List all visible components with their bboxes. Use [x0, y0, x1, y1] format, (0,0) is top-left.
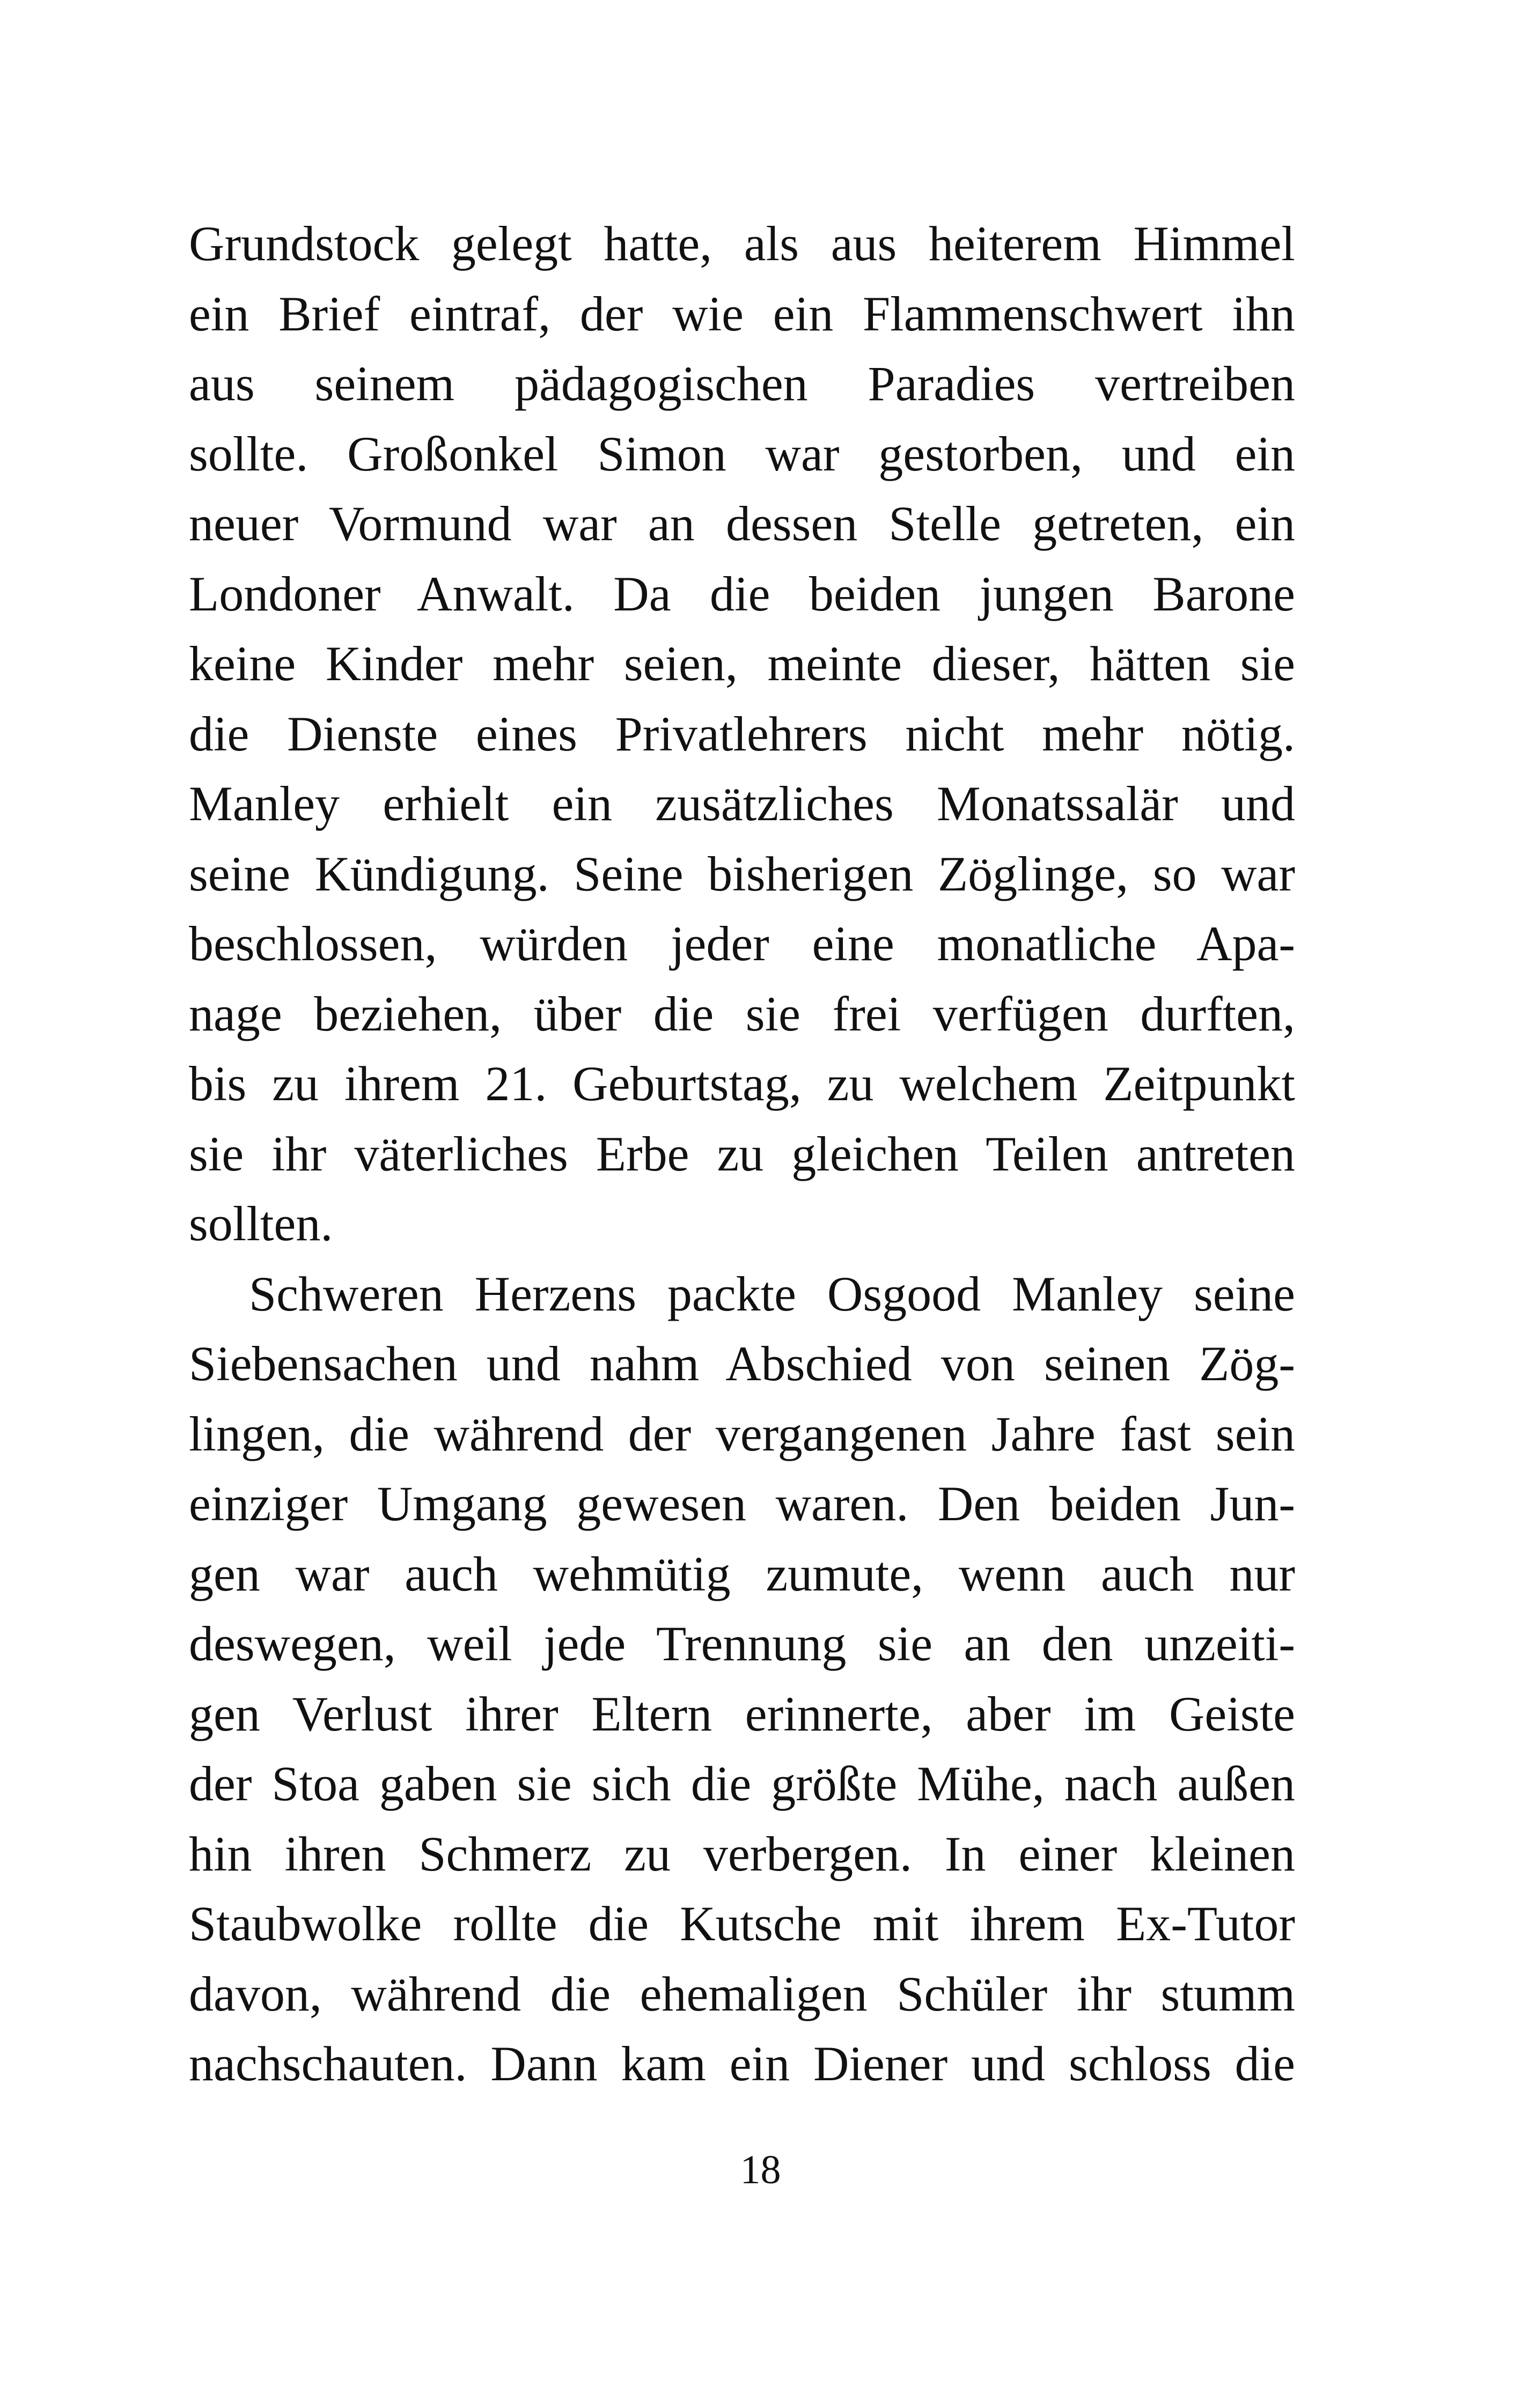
- text-line: nachschauten. Dann kam ein Diener und schloss die: [189, 2036, 1295, 2091]
- text-line: der Stoa gaben sie sich die größte Mühe, nach außen: [189, 1756, 1295, 1811]
- text-line: keine Kinder mehr seien, meinte dieser, hätten sie: [189, 636, 1295, 691]
- text-line: Schweren Herzens packte Osgood Manley seine: [249, 1266, 1295, 1321]
- text-line: seine Kündigung. Seine bisherigen Zöglinge, so war: [189, 846, 1295, 901]
- text-line: aus seinem pädagogischen Paradies vertreiben: [189, 356, 1295, 411]
- body-text: [189, 209, 1295, 2099]
- text-line: Manley erhielt ein zusätzliches Monatssalär und: [189, 776, 1295, 831]
- text-line: hin ihren Schmerz zu verbergen. In einer kleinen: [189, 1826, 1295, 1881]
- text-line: Staubwolke rollte die Kutsche mit ihrem Ex-Tutor: [189, 1896, 1295, 1951]
- text-line: Siebensachen und nahm Abschied von seinen Zög-: [189, 1336, 1295, 1391]
- text-line: die Dienste eines Privatlehrers nicht mehr nötig.: [189, 706, 1295, 761]
- text-line: Londoner Anwalt. Da die beiden jungen Barone: [189, 566, 1295, 621]
- paragraph-1: [189, 209, 1295, 1259]
- text-line: gen war auch wehmütig zumute, wenn auch nur: [189, 1546, 1295, 1601]
- text-line: neuer Vormund war an dessen Stelle getreten, ein: [189, 496, 1295, 551]
- text-line: gen Verlust ihrer Eltern erinnerte, aber im Geiste: [189, 1686, 1295, 1741]
- text-line: ein Brief eintraf, der wie ein Flammenschwert ihn: [189, 286, 1295, 341]
- text-line: deswegen, weil jede Trennung sie an den unzeiti-: [189, 1616, 1295, 1671]
- text-line: nage beziehen, über die sie frei verfügen durften,: [189, 986, 1295, 1041]
- text-line: einziger Umgang gewesen waren. Den beiden Jun-: [189, 1476, 1295, 1531]
- text-line: sollten.: [189, 1196, 333, 1251]
- text-line: Grundstock gelegt hatte, als aus heiterem Himmel: [189, 216, 1295, 271]
- text-line: sie ihr väterliches Erbe zu gleichen Teilen antreten: [189, 1126, 1295, 1181]
- text-line: lingen, die während der vergangenen Jahre fast sein: [189, 1406, 1295, 1461]
- text-line: beschlossen, würden jeder eine monatliche Apa-: [189, 916, 1295, 971]
- text-line: bis zu ihrem 21. Geburtstag, zu welchem Zeitpunkt: [189, 1056, 1295, 1111]
- paragraph-2: [189, 1259, 1295, 2099]
- text-line: sollte. Großonkel Simon war gestorben, und ein: [189, 426, 1295, 481]
- text-line: davon, während die ehemaligen Schüler ihr stumm: [189, 1966, 1295, 2021]
- page-number: 18: [740, 2147, 781, 2192]
